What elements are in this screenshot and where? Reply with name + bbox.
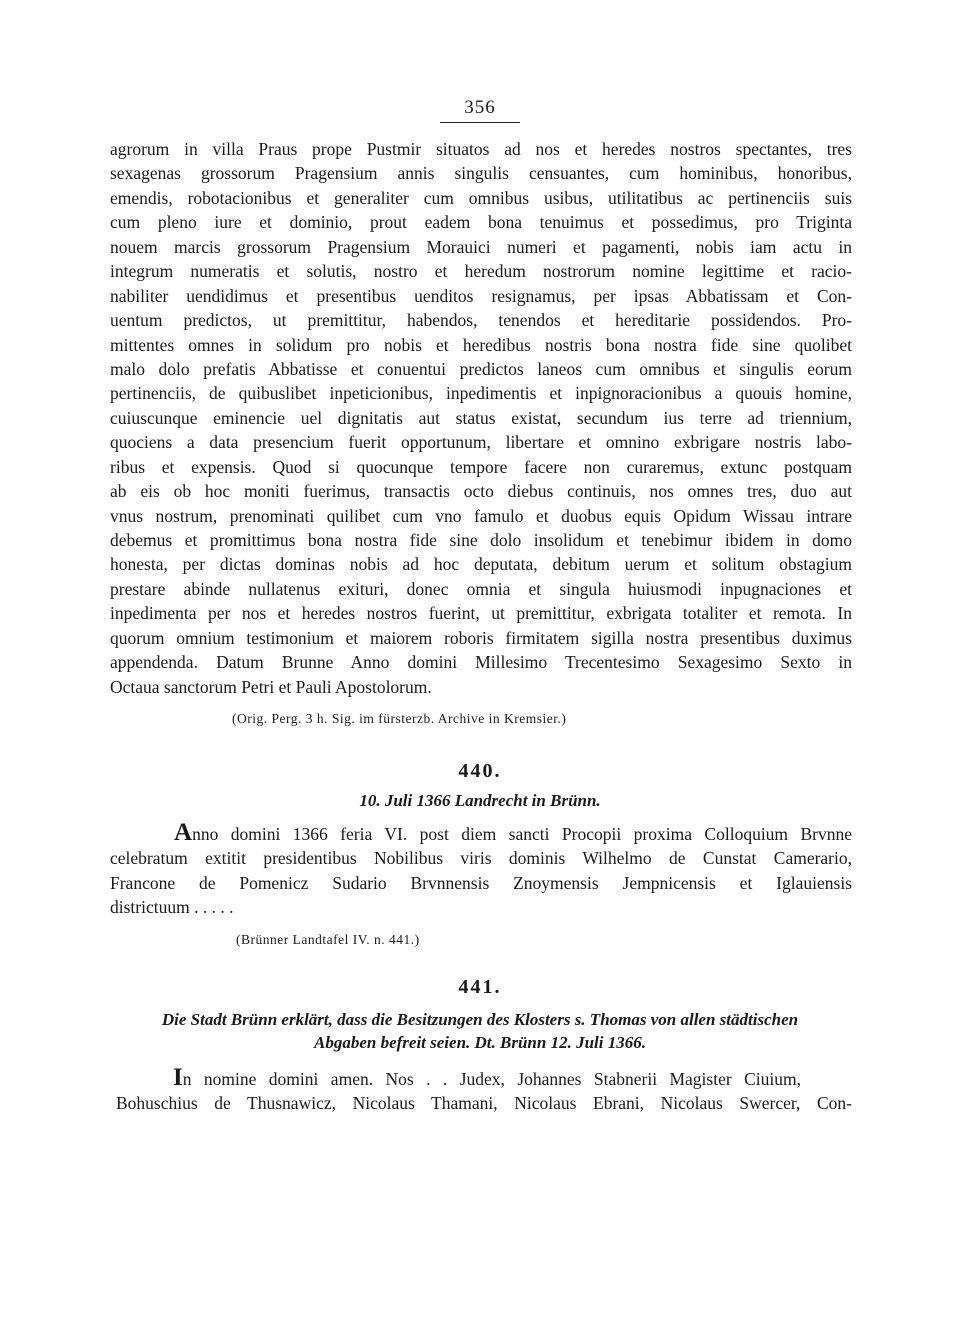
initial-letter: I [173, 1064, 183, 1091]
text-line: nouem marcis grossorum Pragensium Morauici numeri et pagamenti, nobis iam actu in [110, 236, 852, 257]
text-line: emendis, robotacionibus et generaliter cum omnibus usibus, utilitatibus ac pertinenciis suis [110, 187, 852, 208]
text-line: vnus nostrum, prenominati quilibet cum vno famulo et duobus equis Opidum Wissau intrare [110, 505, 852, 526]
text-line: malo dolo prefatis Abbatisse et conuentui predictos laneos cum omnibus et singulis eorum [110, 358, 852, 379]
text-line: debemus et promittimus bona nostra fide sine dolo insolidum et tenebimur ibidem in domo [110, 530, 852, 550]
document-number-441: 441. [458, 976, 502, 998]
text-line: quociens a data presencium fuerit opportunum, libertare et omnino exbrigare nostris labo- [110, 432, 852, 453]
text-line: nabiliter uendidimus et presentibus uenditos resignamus, per ipsas Abbatissam et Con- [110, 285, 852, 306]
source-note-440: (Brünner Landtafel IV. n. 441.) [236, 932, 420, 947]
text-line: Bohuschius de Thusnawicz, Nicolaus Thamani, Nicolaus Ebrani, Nicolaus Swercer, Con- [116, 1093, 852, 1114]
text-line: uentum predictos, ut premittitur, habendos, tenendos et hereditarie possidendos. Pro- [110, 310, 852, 331]
text-line: appendenda. Datum Brunne Anno domini Millesimo Trecentesimo Sexagesimo Sexto in [110, 652, 852, 673]
charter-continuation-text [110, 137, 852, 699]
text-line: celebratum extitit presidentibus Nobilibus viris dominis Wilhelmo de Cunstat Camerario, [110, 848, 852, 869]
document-440-lines [110, 846, 852, 919]
document-title-440: 10. Juli 1366 Landrecht in Brünn. [359, 791, 601, 810]
initial-letter: A [174, 819, 193, 846]
text-line: Francone de Pomenicz Sudario Brvnnensis Znoymensis Jempnicensis et Iglauiensis [110, 872, 852, 893]
document-440-text [110, 819, 852, 920]
text-line: sexagenas grossorum Pragensium annis singulis censuantes, cum hominibus, honoribus, [110, 163, 852, 184]
text-line: ribus et expensis. Quod si quocunque tempore facere non curaremus, extunc postquam [110, 456, 852, 477]
text-line: integrum numeratis et solutis, nostro et heredum nostrorum nomine legittime et racio- [110, 261, 852, 282]
first-line-text: n nomine domini amen. Nos . . Judex, Johannes Stabnerii Magister Ciuium, [182, 1069, 801, 1089]
text-line: inpedimenta per nos et heredes nostros fuerint, ut premittitur, exbrigata totaliter et remota. In [110, 603, 852, 624]
document-number-440: 440. [458, 760, 502, 782]
document-441-lines [116, 1091, 852, 1115]
document-441-text [116, 1064, 852, 1116]
text-line: quorum omnium testimonium et maiorem roboris firmitatem sigilla nostra presentibus duximus [110, 627, 852, 648]
text-line: cum pleno iure et dominio, prout eadem bona tenuimus et possedimus, pro Triginta [110, 212, 852, 233]
text-line: mittentes omnes in solidum pro nobis et heredibus nostris bona nostra fide sine quolibet [110, 334, 852, 355]
source-note-439: (Orig. Perg. 3 h. Sig. im fürsterzb. Archive in Kremsier.) [232, 711, 567, 726]
text-line: prestare abinde nullatenus exituri, donec omnia et singula huiusmodi inpugnaciones et [110, 578, 852, 599]
page-number: 356 [464, 97, 496, 118]
text-line: Octaua sanctorum Petri et Pauli Apostolorum. [110, 676, 432, 697]
text-line: cuiuscunque eminencie uel dignitatis aut status existat, secundum ius terre ad triennium, [110, 407, 852, 428]
document-title-441-line1: Die Stadt Brünn erklärt, dass die Besitzungen des Klosters s. Thomas von allen städtischen [161, 1010, 799, 1029]
text-line: ab eis ob hoc moniti fuerimus, transactis octo diebus continuis, nos omnes tres, duo aut [110, 481, 852, 502]
text-line: honesta, per dictas dominas nobis ad hoc deputata, debitum uerum et solitum obstagium [110, 554, 852, 575]
text-line: agrorum in villa Praus prope Pustmir situatos ad nos et heredes nostros spectantes, tres [110, 139, 852, 159]
text-line: pertinenciis, de quibuslibet inpeticionibus, inpedimentis et inpignoracionibus a quouis homine, [110, 383, 852, 404]
first-line-text: nno domini 1366 feria VI. post diem sancti Procopii proxima Colloquium Brvnne [192, 824, 852, 844]
text-line [110, 819, 852, 846]
text-line: districtuum . . . . . [110, 897, 234, 918]
page-number-rule [440, 122, 520, 123]
text-line [116, 1064, 801, 1091]
document-title-441-line2: Abgaben befreit seien. Dt. Brünn 12. Juli 1366. [313, 1033, 646, 1052]
